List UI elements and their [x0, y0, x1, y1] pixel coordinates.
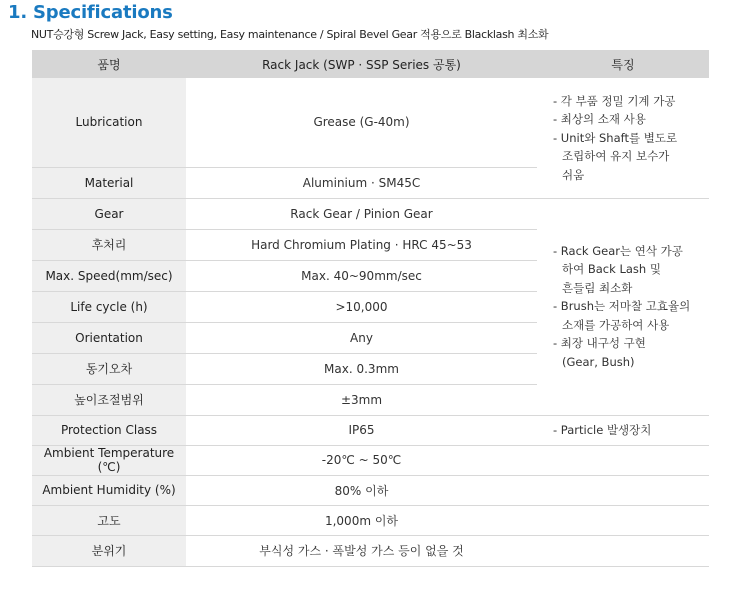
- feature-line: 쉬움: [562, 167, 585, 182]
- row-label: 후처리: [32, 229, 186, 260]
- empty-cell: [537, 475, 709, 505]
- page-title: 1. Specifications: [8, 2, 173, 23]
- row-value: Aluminium · SM45C: [186, 167, 537, 198]
- table-row: [32, 415, 709, 445]
- table-row: [32, 445, 709, 475]
- feature-line: - Particle 발생장치: [553, 422, 652, 437]
- row-label: Max. Speed(mm/sec): [32, 260, 186, 291]
- feature-line: - 최상의 소재 사용: [553, 112, 646, 126]
- empty-cell: [537, 445, 709, 475]
- feature-line: 흔들림 최소화: [562, 280, 633, 295]
- row-value: Max. 40~90mm/sec: [186, 260, 537, 291]
- row-value: >10,000: [186, 291, 537, 322]
- row-label: Life cycle (h): [32, 291, 186, 322]
- row-label: Protection Class: [32, 415, 186, 445]
- feature-line: 조립하여 유지 보수가: [562, 149, 670, 163]
- empty-cell: [537, 505, 709, 535]
- page-subtitle: NUT승강형 Screw Jack, Easy setting, Easy maintenance / Spiral Bevel Gear 적용으로 Blacklash 최소화: [31, 28, 549, 41]
- row-value: Hard Chromium Plating · HRC 45~53: [186, 229, 537, 260]
- row-label: Orientation: [32, 322, 186, 353]
- row-value: Grease (G-40m): [186, 78, 537, 167]
- table-header-row: [32, 50, 709, 78]
- features-cell-3: [537, 415, 709, 445]
- row-label: Ambient Humidity (%): [32, 475, 186, 505]
- row-value: 부식성 가스 · 폭발성 가스 등이 없을 것: [186, 535, 537, 566]
- feature-line: - 최장 내구성 구현: [553, 336, 646, 351]
- row-value: 1,000m 이하: [186, 505, 537, 535]
- header-item-name: 품명: [32, 50, 186, 78]
- features-cell-2: [537, 198, 709, 415]
- row-value: -20℃ ~ 50℃: [186, 445, 537, 475]
- feature-line: (Gear, Bush): [562, 354, 635, 369]
- row-label: 높이조절범위: [32, 384, 186, 415]
- row-label: Gear: [32, 198, 186, 229]
- row-value: Rack Gear / Pinion Gear: [186, 198, 537, 229]
- spec-table: [32, 50, 709, 567]
- table-row: [32, 505, 709, 535]
- table-row: [32, 78, 709, 167]
- feature-line: 하여 Back Lash 및: [562, 262, 661, 277]
- feature-line: - Rack Gear는 연삭 가공: [553, 243, 683, 258]
- row-value: IP65: [186, 415, 537, 445]
- header-features: 특징: [537, 50, 709, 78]
- row-value: 80% 이하: [186, 475, 537, 505]
- row-label: Material: [32, 167, 186, 198]
- row-label: 고도: [32, 505, 186, 535]
- row-label: 동기오차: [32, 353, 186, 384]
- row-label: Ambient Temperature (℃): [32, 445, 186, 475]
- row-value: Any: [186, 322, 537, 353]
- row-label: 분위기: [32, 535, 186, 566]
- header-product: Rack Jack (SWP · SSP Series 공통): [186, 50, 537, 78]
- feature-line: - 각 부품 정밀 기계 가공: [553, 93, 676, 108]
- table-row: [32, 535, 709, 566]
- empty-cell: [537, 535, 709, 566]
- row-label: Lubrication: [32, 78, 186, 167]
- feature-line: 소재를 가공하여 사용: [562, 317, 670, 332]
- table-row: [32, 198, 709, 229]
- features-cell-1: [537, 78, 709, 198]
- row-value: Max. 0.3mm: [186, 353, 537, 384]
- feature-line: - Brush는 저마찰 고효율의: [553, 299, 691, 314]
- row-value: ±3mm: [186, 384, 537, 415]
- feature-line: - Unit와 Shaft를 별도로: [553, 130, 678, 145]
- table-row: [32, 475, 709, 505]
